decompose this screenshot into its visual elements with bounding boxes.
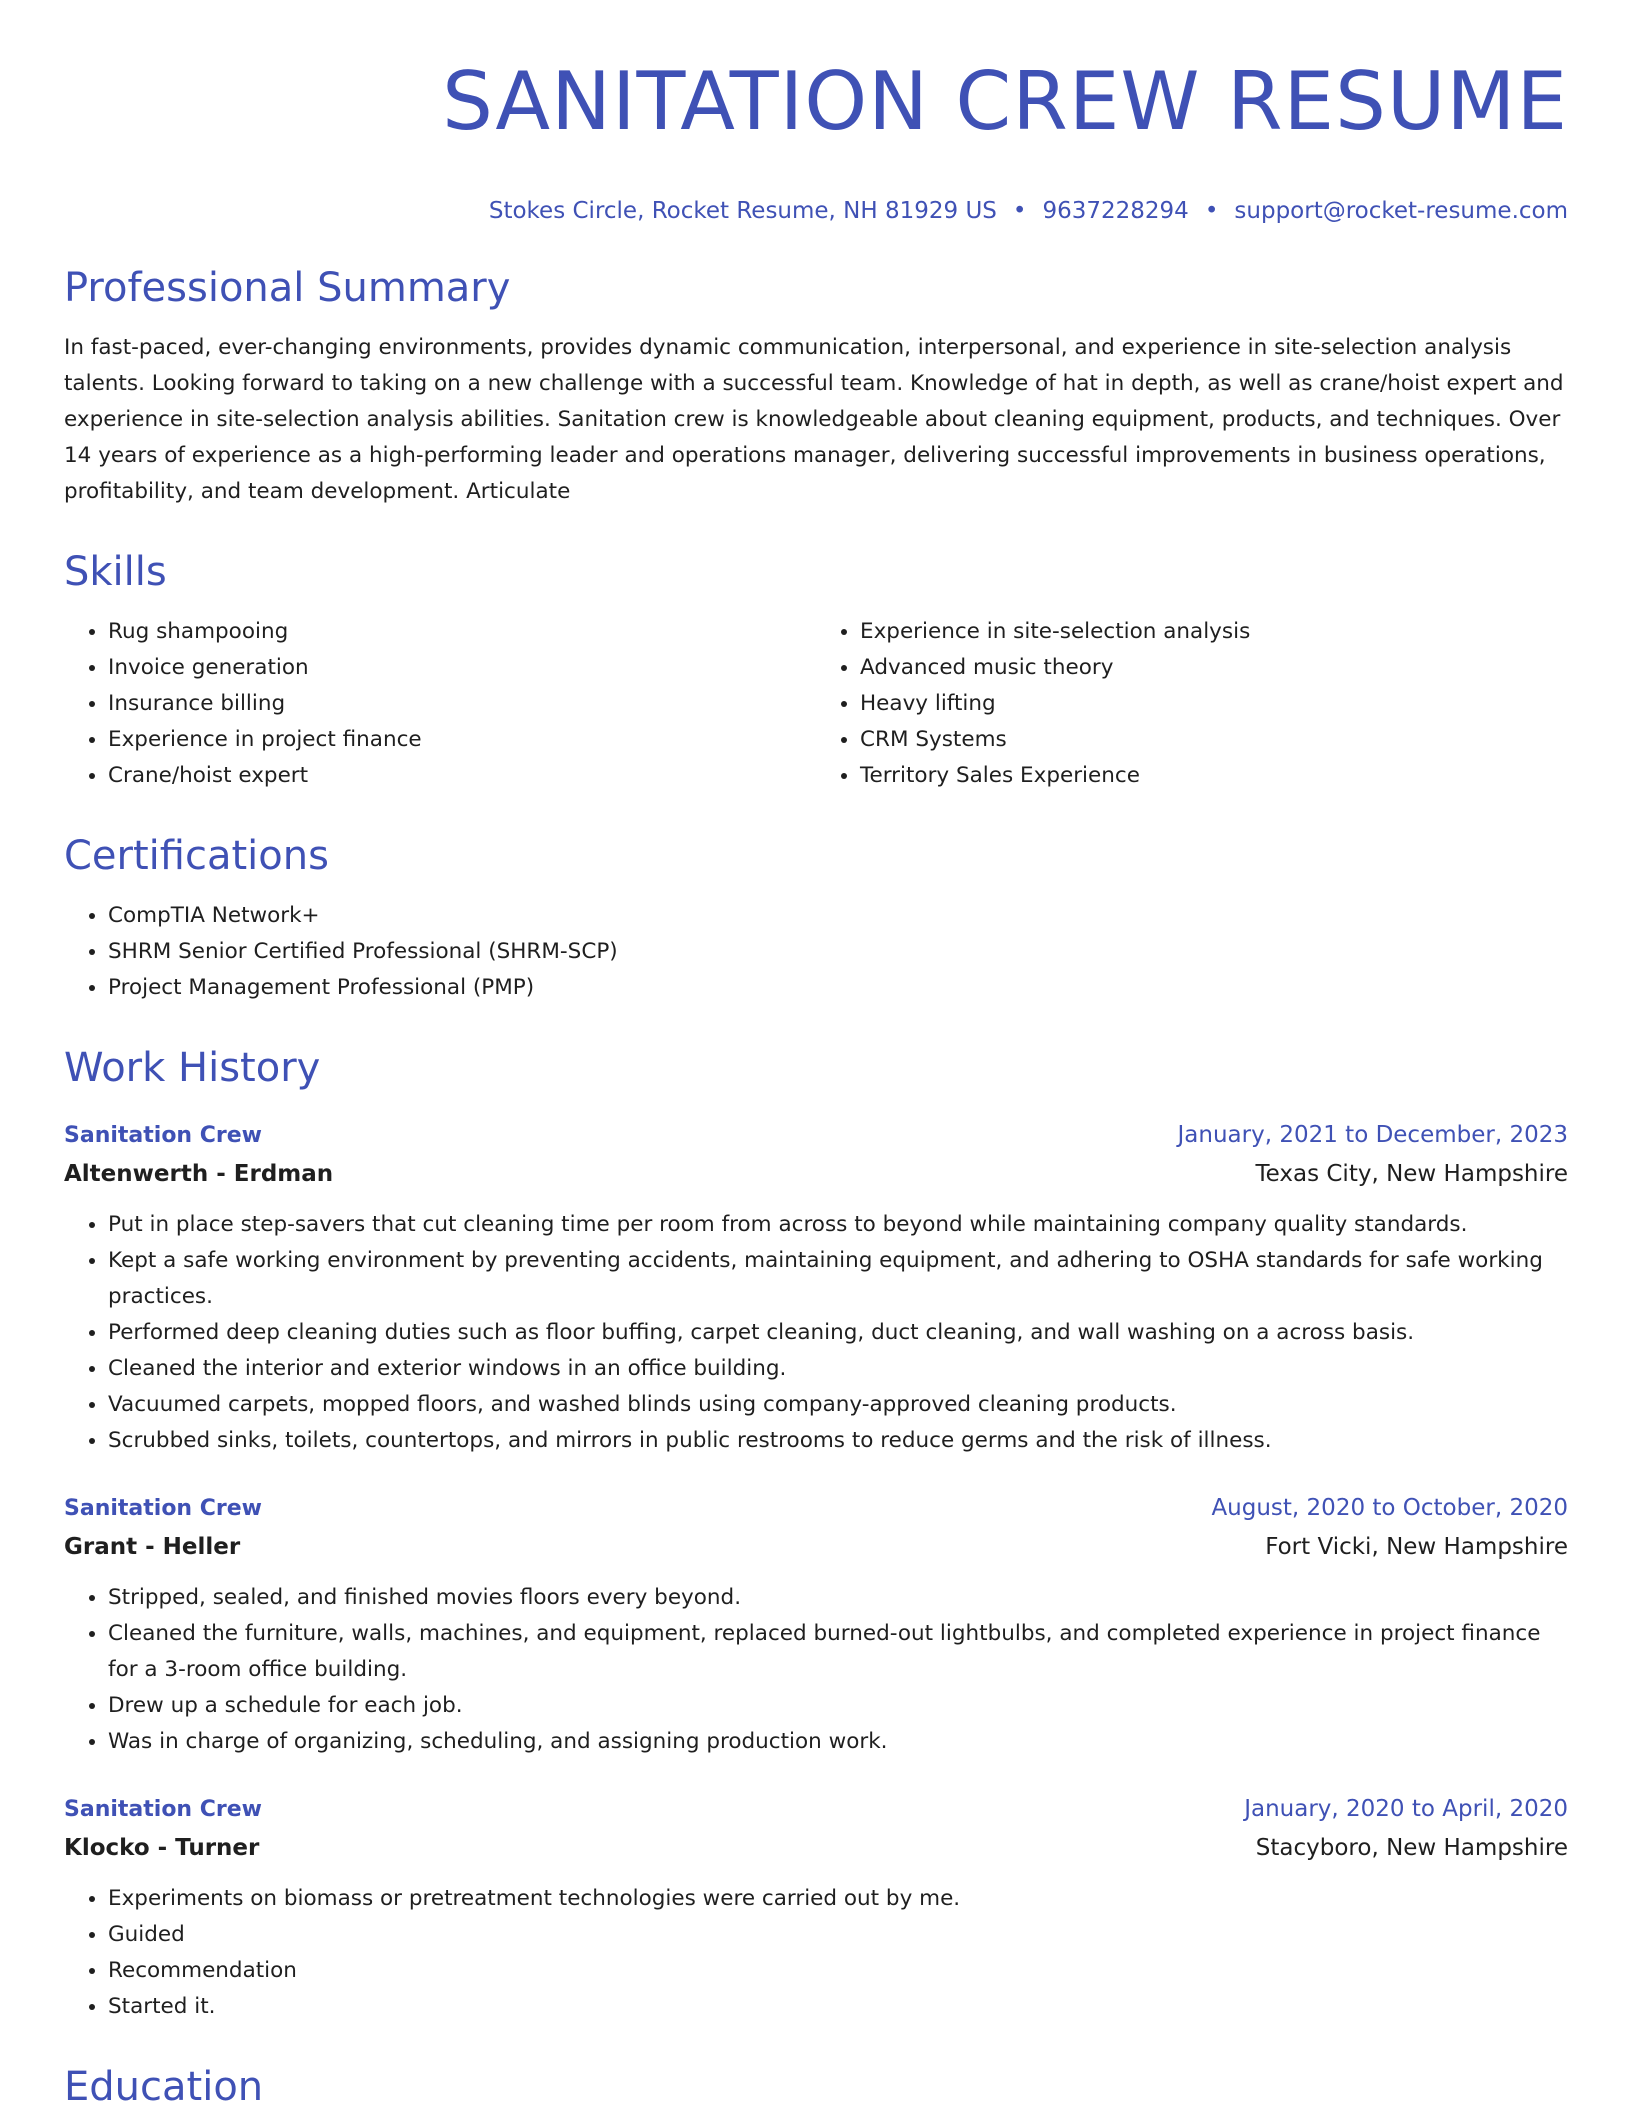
job-duty: • Recommendation: [108, 1953, 1568, 1989]
job-company-row: [64, 1528, 1568, 1566]
job-location: Texas City, New Hampshire: [1255, 1161, 1568, 1187]
certifications-section: [64, 830, 1568, 1006]
job-duty: • Kept a safe working environment by preventing accidents, maintaining equipment, and adhering to OSHA standards for safe working practices.: [108, 1243, 1568, 1315]
certification-item: • SHRM Senior Certified Professional (SHRM-SCP): [108, 934, 1568, 970]
skill-item: • Invoice generation: [108, 650, 816, 686]
job-title: Sanitation Crew: [64, 1123, 262, 1148]
summary-heading: Professional Summary: [64, 265, 511, 311]
skill-item: • Advanced music theory: [860, 650, 1568, 686]
job-duty: • Vacuumed carpets, mopped floors, and washed blinds using company-approved cleaning products.: [108, 1387, 1568, 1423]
work-history-heading: Work History: [64, 1045, 321, 1091]
job-dates: August, 2020 to October, 2020: [1211, 1495, 1568, 1521]
job-duty: • Guided: [108, 1917, 1568, 1953]
skill-item: • CRM Systems: [860, 722, 1568, 758]
job-entry: [64, 1489, 1568, 1760]
contact-separator: •: [1012, 198, 1027, 224]
job-company-row: [64, 1829, 1568, 1867]
job-duty: • Cleaned the furniture, walls, machines, and equipment, replaced burned-out lightbulbs, and completed experience in project finance for a 3-room office building.: [108, 1616, 1568, 1688]
skills-list-left: [64, 614, 816, 794]
skills-section: [64, 546, 1568, 794]
job-duties-list: [64, 1881, 1568, 2025]
job-title-row: [64, 1790, 1568, 1829]
job-duty: • Drew up a schedule for each job.: [108, 1688, 1568, 1724]
certifications-heading: Certifications: [64, 833, 329, 879]
job-dates: January, 2021 to December, 2023: [1177, 1122, 1568, 1148]
job-company: Klocko - Turner: [64, 1835, 260, 1861]
job-duty: • Experiments on biomass or pretreatment technologies were carried out by me.: [108, 1881, 1568, 1917]
job-dates: January, 2020 to April, 2020: [1244, 1796, 1568, 1822]
education-heading: Education: [64, 2064, 264, 2110]
summary-text: In fast-paced, ever-changing environments, provides dynamic communication, interpersonal, and experience in site-selection analysis talents. Looking forward to taking on a new challenge with a successful team. Knowledge of hat in depth, as well as crane/hoist expert and experience in site-selection analysis abilities. Sanitation crew is knowledgeable about cleaning equipment, products, and techniques. Over 14 years of experience as a high-performing leader and operations manager, delivering successful improvements in business operations, profitability, and team development. Articulate: [64, 335, 1564, 504]
skill-item: • Experience in project finance: [108, 722, 816, 758]
job-duty: • Performed deep cleaning duties such as floor buffing, carpet cleaning, duct cleaning, and wall washing on a across basis.: [108, 1315, 1568, 1351]
contact-email[interactable]: support@rocket-resume.com: [1234, 198, 1568, 224]
skills-heading: Skills: [64, 549, 167, 595]
job-title: Sanitation Crew: [64, 1496, 262, 1521]
job-company: Grant - Heller: [64, 1534, 241, 1560]
job-duty: • Scrubbed sinks, toilets, countertops, and mirrors in public restrooms to reduce germs and the risk of illness.: [108, 1423, 1568, 1459]
job-duties-list: [64, 1207, 1568, 1459]
certification-item: • CompTIA Network+: [108, 898, 1568, 934]
skill-item: • Crane/hoist expert: [108, 758, 816, 794]
skills-list-right: [816, 614, 1568, 794]
skill-item: • Experience in site-selection analysis: [860, 614, 1568, 650]
contact-separator: •: [1204, 198, 1219, 224]
job-entry: [64, 1116, 1568, 1459]
skill-item: • Insurance billing: [108, 686, 816, 722]
job-duties-list: [64, 1580, 1568, 1760]
job-duty: • Was in charge of organizing, scheduling, and assigning production work.: [108, 1724, 1568, 1760]
resume-title: SANITATION CREW RESUME: [442, 55, 1568, 148]
job-title: Sanitation Crew: [64, 1797, 262, 1822]
skill-item: • Heavy lifting: [860, 686, 1568, 722]
job-company: Altenwerth - Erdman: [64, 1161, 334, 1187]
certification-item: • Project Management Professional (PMP): [108, 970, 1568, 1006]
summary-section: [64, 262, 1568, 510]
job-location: Stacyboro, New Hampshire: [1255, 1835, 1568, 1861]
skill-item: • Territory Sales Experience: [860, 758, 1568, 794]
job-title-row: [64, 1489, 1568, 1528]
education-section: [64, 2061, 1568, 2113]
resume-header: [64, 50, 1568, 226]
job-title-row: [64, 1116, 1568, 1155]
certifications-list: [64, 898, 1568, 1006]
job-entry: [64, 1790, 1568, 2025]
skills-grid: [64, 614, 1568, 794]
job-duty: • Cleaned the interior and exterior windows in an office building.: [108, 1351, 1568, 1387]
job-duty: • Put in place step-savers that cut cleaning time per room from across to beyond while maintaining company quality standards.: [108, 1207, 1568, 1243]
work-history-section: [64, 1042, 1568, 2025]
contact-phone: 9637228294: [1042, 198, 1189, 224]
job-location: Fort Vicki, New Hampshire: [1265, 1534, 1568, 1560]
skill-item: • Rug shampooing: [108, 614, 816, 650]
contact-line: [64, 196, 1568, 226]
job-company-row: [64, 1155, 1568, 1193]
job-duty: • Started it.: [108, 1989, 1568, 2025]
job-duty: • Stripped, sealed, and finished movies floors every beyond.: [108, 1580, 1568, 1616]
contact-address: Stokes Circle, Rocket Resume, NH 81929 US: [488, 198, 997, 224]
